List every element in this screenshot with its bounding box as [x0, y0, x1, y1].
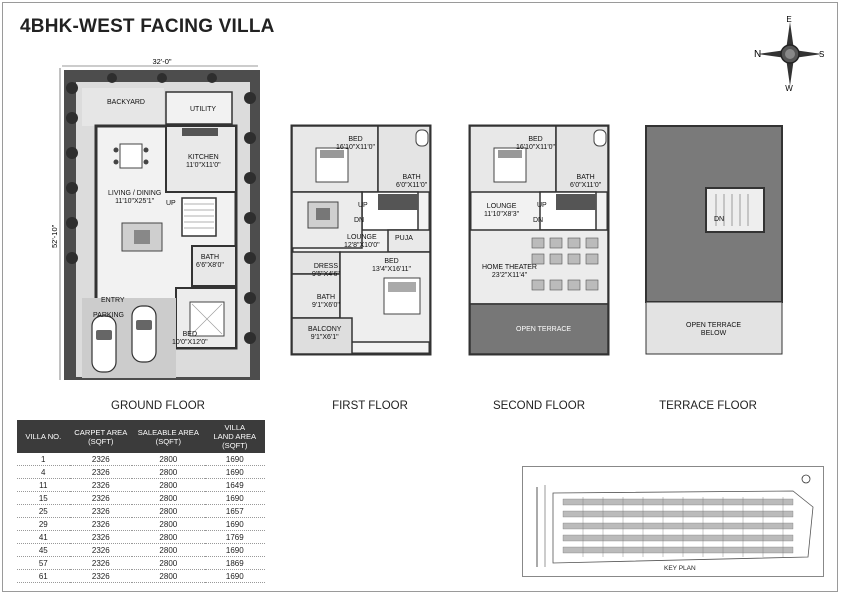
table-row: [17, 505, 265, 518]
table-cell: 41: [17, 531, 70, 544]
table-row: [17, 570, 265, 583]
ground-width-dim: 32'-0": [152, 57, 172, 66]
first-floor-label: FIRST FLOOR: [332, 400, 408, 412]
table-cell: 2800: [132, 505, 204, 518]
table-cell: 1690: [205, 466, 265, 479]
table-row: [17, 453, 265, 466]
compass-west: W: [785, 84, 793, 93]
compass-north: N: [754, 49, 762, 60]
table-cell: 2326: [70, 570, 133, 583]
first-puja-label: PUJA: [395, 235, 413, 242]
table-row: [17, 544, 265, 557]
table-cell: 2326: [70, 557, 133, 570]
terrace-below-label: OPEN TERRACE BELOW: [686, 322, 742, 337]
table-cell: 2800: [132, 531, 204, 544]
table-cell: 1690: [205, 453, 265, 466]
table-row: [17, 466, 265, 479]
ground-utility-label: UTILITY: [190, 106, 217, 113]
ground-kitchen-label: KITCHEN 11'0"X11'0": [186, 154, 221, 169]
compass-east: E: [786, 15, 792, 24]
table-cell: 1690: [205, 492, 265, 505]
terrace-dn-label: DN: [714, 216, 725, 223]
second-dn-label: DN: [533, 217, 544, 224]
table-cell: 1690: [205, 544, 265, 557]
table-cell: 2326: [70, 479, 133, 492]
table-cell: 45: [17, 544, 70, 557]
table-cell: 15: [17, 492, 70, 505]
ground-backyard-label: BACKYARD: [107, 99, 145, 106]
table-row: [17, 557, 265, 570]
second-floor-label: SECOND FLOOR: [492, 400, 585, 412]
compass-rose-icon: [752, 16, 828, 92]
table-cell: 2326: [70, 466, 133, 479]
table-cell: 11: [17, 479, 70, 492]
header-land-area: VILLA LAND AREA (SQFT): [205, 420, 265, 453]
ground-floor-label: GROUND FLOOR: [111, 400, 205, 412]
table-row: [17, 518, 265, 531]
table-cell: 2800: [132, 453, 204, 466]
villa-area-table: [17, 420, 265, 583]
table-cell: 57: [17, 557, 70, 570]
first-dress-label: DRESS 9'5"X4'6": [312, 263, 340, 278]
ground-living-label: LIVING / DINING 11'10"X25'1": [108, 190, 162, 205]
table-cell: 1657: [205, 505, 265, 518]
second-up-label: UP: [537, 202, 547, 209]
table-body: [17, 453, 265, 583]
second-terrace-label: OPEN TERRACE: [516, 326, 572, 333]
table-cell: 1769: [205, 531, 265, 544]
table-cell: 2800: [132, 544, 204, 557]
table-cell: 2326: [70, 518, 133, 531]
table-header-row: [17, 420, 265, 453]
ground-entry-label: ENTRY: [101, 297, 125, 304]
table-cell: 25: [17, 505, 70, 518]
key-plan-label: KEY PLAN: [664, 565, 696, 572]
first-bath1-label: BATH 6'0"X11'0": [396, 174, 428, 189]
header-saleable-area: SALEABLE AREA (SQFT): [132, 420, 204, 453]
first-dn-label: DN: [354, 217, 365, 224]
table-cell: 2800: [132, 466, 204, 479]
first-bed2-label: BED 13'4"X16'11": [372, 258, 412, 273]
page-title: 4BHK-WEST FACING VILLA: [20, 16, 275, 37]
header-carpet-area: CARPET AREA (SQFT): [70, 420, 133, 453]
table-cell: 2326: [70, 505, 133, 518]
table-cell: 2326: [70, 492, 133, 505]
second-lounge-label: LOUNGE 11'10"X8'3": [484, 203, 520, 218]
ground-bed-label: BED 10'0"X12'0": [172, 331, 208, 346]
second-theater-label: HOME THEATER 23'2"X11'4": [482, 264, 537, 279]
table-cell: 2800: [132, 570, 204, 583]
ground-up-label: UP: [166, 200, 176, 207]
header-villa-no: VILLA NO.: [17, 420, 70, 453]
table-cell: 2326: [70, 544, 133, 557]
key-plan-map: [523, 467, 823, 576]
table-row: [17, 531, 265, 544]
compass-south: S: [819, 50, 825, 59]
terrace-floor-label: TERRACE FLOOR: [659, 400, 757, 412]
table-cell: 4: [17, 466, 70, 479]
table-cell: 2800: [132, 557, 204, 570]
second-bed-label: BED 16'10"X11'0": [516, 136, 556, 151]
table-cell: 1690: [205, 570, 265, 583]
first-lounge-label: LOUNGE 12'8"X10'0": [344, 234, 380, 249]
second-bath-label: BATH 6'0"X11'0": [570, 174, 602, 189]
table-cell: 1869: [205, 557, 265, 570]
table-cell: 2800: [132, 492, 204, 505]
second-floor-plan: [466, 122, 612, 358]
table-cell: 1: [17, 453, 70, 466]
table-cell: 61: [17, 570, 70, 583]
table-cell: 1649: [205, 479, 265, 492]
table-cell: 2800: [132, 479, 204, 492]
table-cell: 29: [17, 518, 70, 531]
table-cell: 1690: [205, 518, 265, 531]
first-bath2-label: BATH 9'1"X6'0": [312, 294, 340, 309]
table-cell: 2326: [70, 531, 133, 544]
table-cell: 2800: [132, 518, 204, 531]
table-row: [17, 479, 265, 492]
first-balcony-label: BALCONY 9'1"X6'1": [308, 326, 342, 341]
ground-parking-label: PARKING: [93, 312, 124, 319]
ground-floor-plan: [52, 58, 274, 384]
table-cell: 2326: [70, 453, 133, 466]
table-row: [17, 492, 265, 505]
ground-depth-dim: 52'-10": [50, 224, 59, 248]
first-up-label: UP: [358, 202, 368, 209]
first-bed1-label: BED 16'10"X11'0": [336, 136, 376, 151]
key-plan-box: [522, 466, 824, 577]
ground-bath-label: BATH 6'6"X8'0": [196, 254, 224, 269]
